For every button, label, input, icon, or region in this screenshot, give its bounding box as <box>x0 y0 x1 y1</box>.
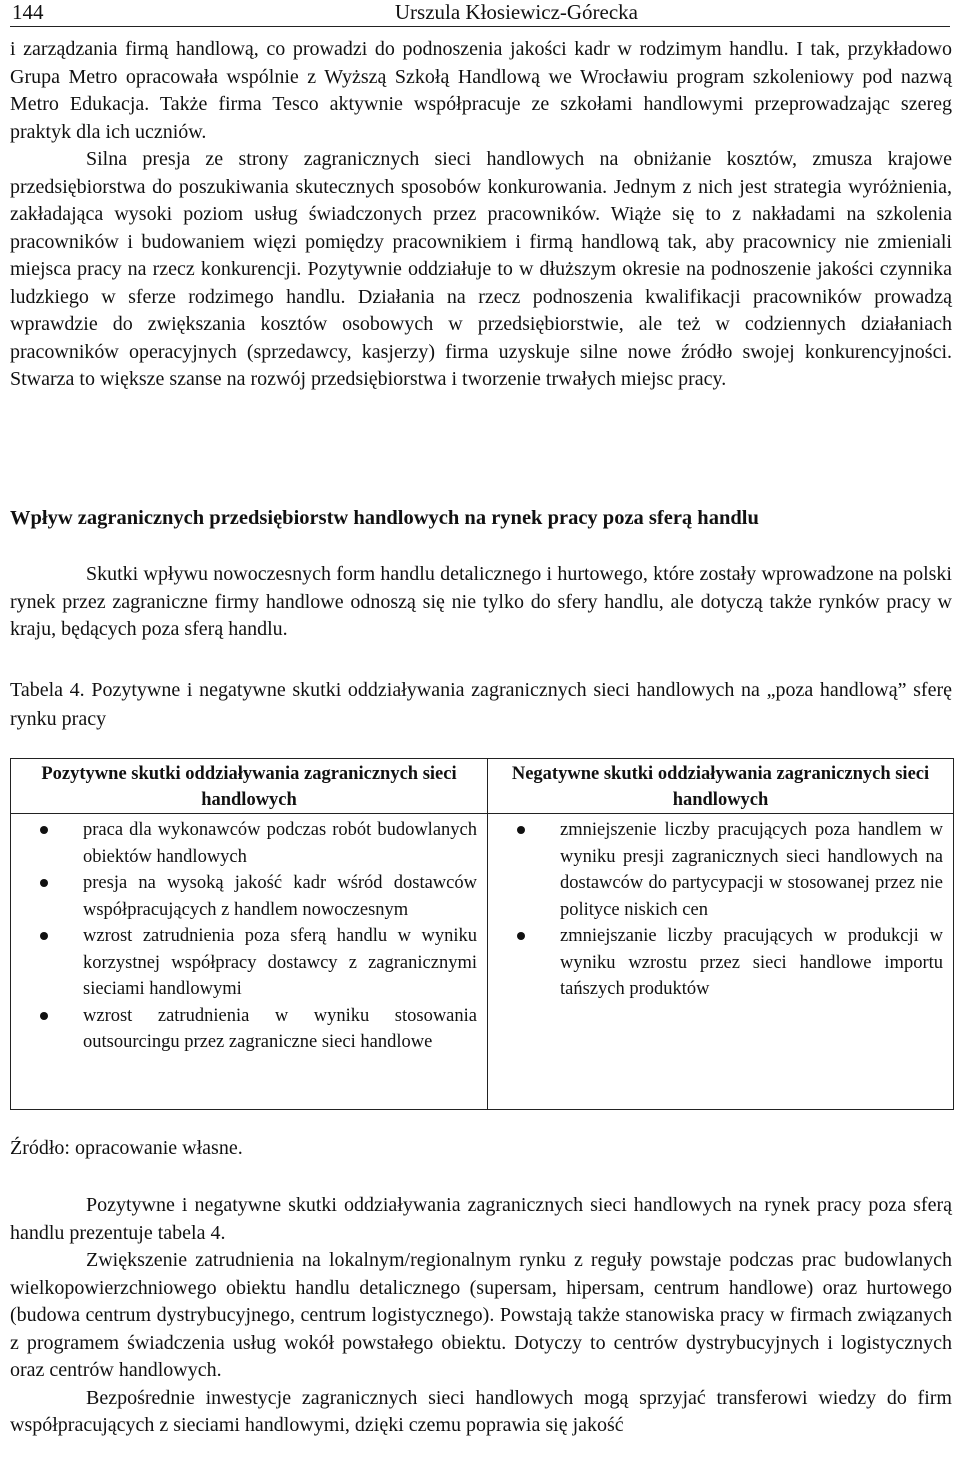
list-item: zmniejszanie liczby pracujących w produkcji w wyniku wzrostu przez sieci handlowe importu tańszych produktów <box>488 923 953 1003</box>
running-header-author: Urszula Kłosiewicz-Górecka <box>394 0 638 24</box>
running-header <box>10 0 950 27</box>
bullet-icon <box>517 826 525 834</box>
negative-effects-header: Negatywne skutki oddziaływania zagranicznych sieci handlowych <box>488 759 954 814</box>
list-item: zmniejszenie liczby pracujących poza handlem w wyniku presji zagranicznych sieci handlowych na dostawców do partycypacji w stosowanej przez nie polityce niskich cen <box>488 817 953 923</box>
bullet-icon <box>40 826 48 834</box>
table-caption: Tabela 4. Pozytywne i negatywne skutki oddziaływania zagranicznych sieci handlowych na „poza handlową” sferę rynku pracy <box>10 679 952 730</box>
list-item: praca dla wykonawców podczas robót budowlanych obiektów handlowych <box>11 817 487 870</box>
positive-effects-header: Pozytywne skutki oddziaływania zagranicznych sieci handlowych <box>11 759 488 814</box>
closing-paragraph-3: Bezpośrednie inwestycje zagranicznych sieci handlowych mogą sprzyjać transferowi wiedzy do firm współpracujących z sieciami handlowymi, dzięki czemu poprawia się jakość <box>10 1386 952 1436</box>
section-paragraph: Skutki wpływu nowoczesnych form handlu detalicznego i hurtowego, które zostały wprowadzone na polski rynek przez zagraniczne firmy handlowe odnoszą się nie tylko do sfery handlu, ale dotyczą także rynków pracy w kraju, będących poza sferą handlu. <box>10 563 952 640</box>
bullet-icon <box>40 1012 48 1020</box>
table-source: Źródło: opracowanie własne. <box>10 1137 243 1159</box>
list-item: wzrost zatrudnienia poza sferą handlu w wyniku korzystnej współpracy dostawcy z zagranicznymi sieciami handlowymi <box>11 923 487 1003</box>
list-item: presja na wysoką jakość kadr wśród dostawców współpracujących z handlem nowoczesnym <box>11 870 487 923</box>
intro-text <box>10 36 952 394</box>
intro-paragraph-1: i zarządzania firmą handlową, co prowadzi do podnoszenia jakości kadr w rodzimym handlu. I tak, przykładowo Grupa Metro opracowała wspólnie z Wyższą Szkołą Handlową we Wrocławiu program szkoleniowy pod nazwą Metro Edukacja. Także firma Tesco aktywnie współpracuje ze szkołami handlowymi przeprowadzając szereg praktyk dla ich uczniów. <box>10 38 952 143</box>
negative-effects-list <box>488 817 953 1003</box>
section-text <box>10 561 952 644</box>
closing-text <box>10 1192 952 1440</box>
closing-paragraph-2: Zwiększenie zatrudnienia na lokalnym/regionalnym rynku z reguły powstaje podczas prac budowlanych wielkopowierzchniowego obiektu handlu detalicznego (supersam, hipersam, centrum handlowe) oraz hurtowego (budowa centrum dystrybucyjnego, centrum logistycznego). Powstają także stanowiska pracy w firmach związanych z programem świadczenia usług wokół powstałego obiektu. Dotyczy to centrów dystrybucyjnych i logistycznych oraz centrów handlowych. <box>10 1249 952 1381</box>
closing-paragraph-1: Pozytywne i negatywne skutki oddziaływania zagranicznych sieci handlowych na rynek pracy poza sferą handlu prezentuje tabela 4. <box>10 1194 952 1244</box>
intro-paragraph-2: Silna presja ze strony zagranicznych sieci handlowych na obniżanie kosztów, zmusza krajowe przedsiębiorstwa do poszukiwania skutecznych sposobów konkurowania. Jednym z nich jest strategia wyróżnienia, zakładająca wysoki poziom usług świadczonych przez pracowników. Wiąże się to z nakładami na szkolenia pracowników i budowaniem więzi pomiędzy pracownikiem i firmą handlową tak, aby pracownicy nie zmieniali miejsca pracy na rzecz konkurencji. Pozytywnie oddziałuje to w dłuższym okresie na podnoszenie jakości czynnika ludzkiego w sferze rodzimego handlu. Działania na rzecz podnoszenia kwalifikacji pracowników prowadzą wprawdzie do zwiększania kosztów osobowych w przedsiębiorstwie, ale też w codziennych działaniach pracowników operacyjnych (sprzedawcy, kasjerzy) firma uzyskuje silne nowe źródło swojej konkurencyjności. Stwarza to większe szanse na rozwój przedsiębiorstwa i tworzenie trwałych miejsc pracy. <box>10 148 952 390</box>
positive-effects-cell <box>11 814 488 1110</box>
bullet-icon <box>517 932 525 940</box>
bullet-icon <box>40 879 48 887</box>
list-item: wzrost zatrudnienia w wyniku stosowania outsourcingu przez zagraniczne sieci handlowe <box>11 1003 487 1056</box>
negative-effects-cell <box>488 814 954 1110</box>
page-number: 144 <box>12 0 44 24</box>
section-heading: Wpływ zagranicznych przedsiębiorstw handlowych na rynek pracy poza sferą handlu <box>10 507 759 529</box>
positive-effects-list <box>11 817 487 1056</box>
bullet-icon <box>40 932 48 940</box>
effects-table <box>10 758 954 1110</box>
